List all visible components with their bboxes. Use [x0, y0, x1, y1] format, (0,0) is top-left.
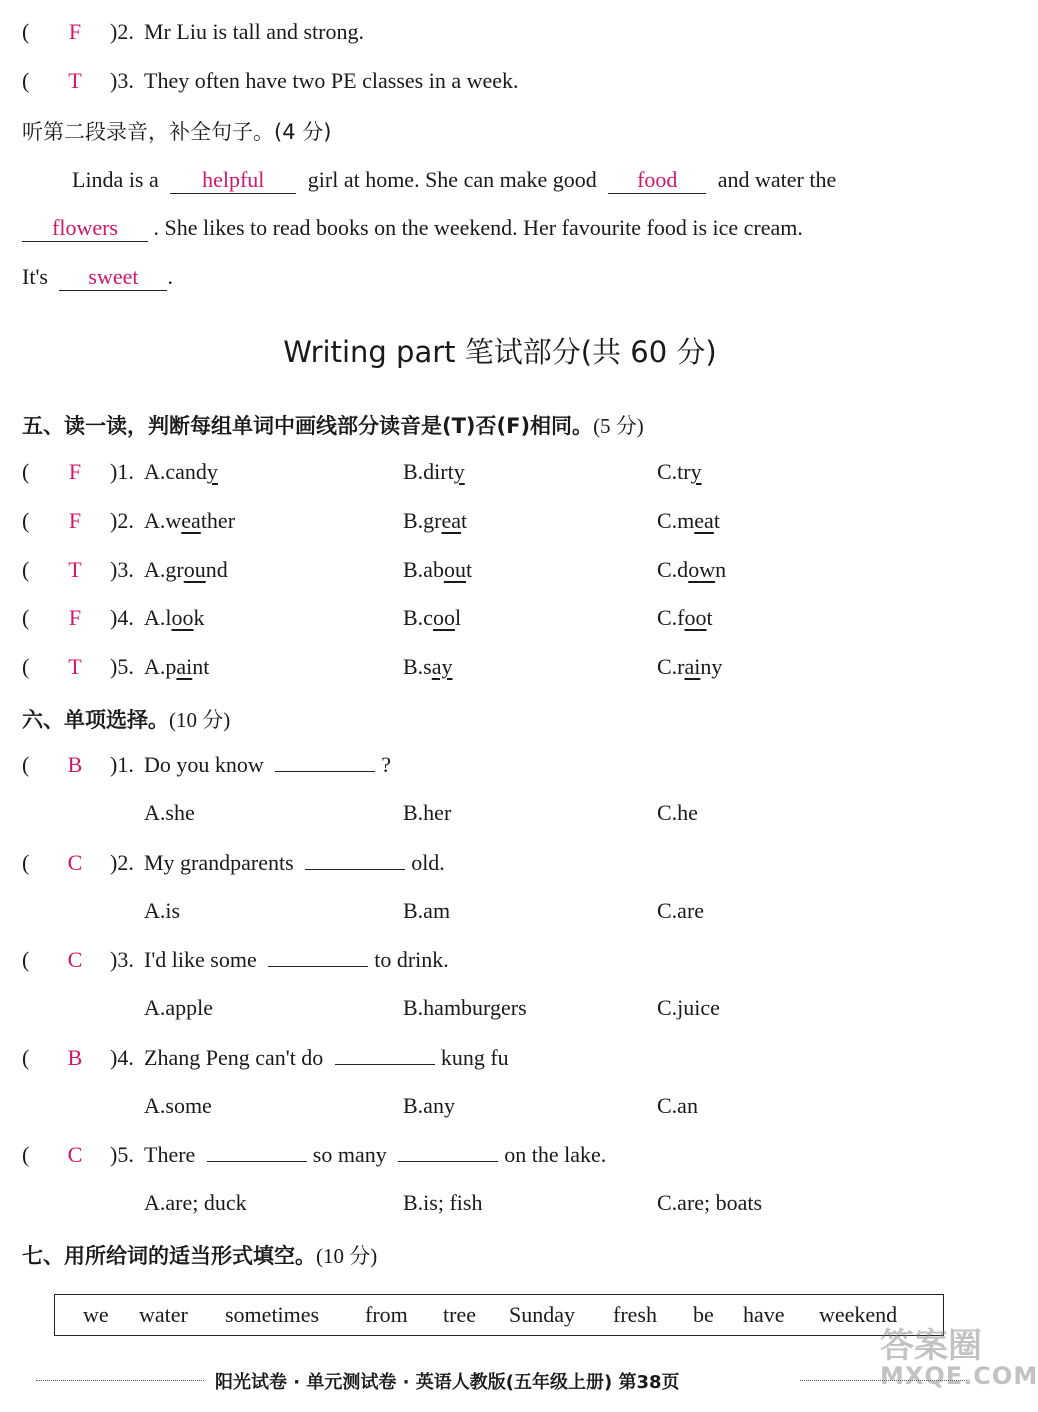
- question-number: )5.: [110, 654, 134, 679]
- question-stem: I'd like some: [144, 947, 257, 972]
- option-b: [403, 600, 461, 636]
- word-part: t: [706, 605, 713, 630]
- word-part: nt: [192, 654, 210, 679]
- section-title: 五、读一读，判断每组单词中画线部分读音是(T)否(F)相同。: [22, 414, 594, 438]
- option-b: B.is; fish: [403, 1190, 483, 1215]
- word-part: k: [193, 605, 205, 630]
- answer-mark: F: [68, 605, 82, 630]
- underlined-letters: ow: [688, 557, 716, 582]
- answer-mark: T: [68, 68, 82, 93]
- open-paren: (: [22, 459, 30, 484]
- word-part: t: [713, 508, 720, 533]
- option-a: A.some: [144, 1093, 212, 1118]
- underlined-letters: ou: [183, 557, 206, 582]
- option-a: A.she: [144, 800, 195, 825]
- option-c: [657, 649, 722, 685]
- underlined-letters: ea: [441, 508, 462, 533]
- underlined-letters: y: [206, 459, 218, 484]
- word-part: C.f: [657, 605, 685, 630]
- option-c: C.are: [657, 898, 705, 923]
- word-part: l: [454, 605, 462, 630]
- answer-mark: B: [67, 1045, 83, 1070]
- option-b: B.am: [403, 898, 451, 923]
- open-paren: (: [22, 850, 30, 875]
- option-c: [657, 552, 726, 588]
- question-number: )1.: [110, 752, 134, 777]
- answer-mark: C: [67, 1142, 83, 1167]
- open-paren: (: [22, 605, 30, 630]
- word-bank-box: [54, 1294, 944, 1336]
- answer-mark: T: [68, 557, 82, 582]
- question-number: )2.: [110, 508, 134, 533]
- word-part: A.p: [144, 654, 177, 679]
- question-number: )4.: [110, 1045, 134, 1070]
- option-b: [403, 552, 472, 588]
- underlined-letters: ai: [176, 654, 193, 679]
- word-part: t: [465, 557, 473, 582]
- word-part: C.d: [657, 557, 689, 582]
- option-b: B.any: [403, 1093, 455, 1118]
- question-stem: old.: [411, 850, 445, 875]
- underlined-letters: y: [453, 459, 465, 484]
- section-title: 六、单项选择。: [22, 708, 169, 732]
- underlined-letters: ay: [431, 654, 453, 679]
- answer-blank: [207, 1137, 307, 1162]
- para-text: . She likes to read books on the weekend. Her favourite food is ice cream.: [153, 215, 803, 240]
- question-text: [144, 1040, 509, 1076]
- answer-mark: F: [68, 508, 82, 533]
- word-part: C.m: [657, 508, 695, 533]
- option-a: [144, 552, 228, 588]
- word-part: ther: [200, 508, 236, 533]
- answer-mark: F: [68, 19, 82, 44]
- writing-part-title: Writing part 笔试部分(共 60 分): [283, 335, 717, 369]
- word-bank-item: be: [693, 1302, 714, 1327]
- question-stem: Zhang Peng can't do: [144, 1045, 324, 1070]
- word-part: C.tr: [657, 459, 691, 484]
- open-paren: (: [22, 1142, 30, 1167]
- option-c: [657, 454, 702, 490]
- option-c: [657, 503, 720, 539]
- question-number: )5.: [110, 1142, 134, 1167]
- answer-mark: T: [68, 654, 82, 679]
- answer-mark: F: [68, 459, 82, 484]
- question-number: )3.: [110, 557, 134, 582]
- section-points: (5 分): [593, 414, 644, 438]
- word-part: C.r: [657, 654, 685, 679]
- word-bank-item: we: [83, 1302, 109, 1327]
- word-bank-item: weekend: [819, 1302, 898, 1327]
- word-bank-item: fresh: [613, 1302, 657, 1327]
- paragraph-line-3: [22, 259, 173, 295]
- para-text: and water the: [717, 167, 837, 192]
- underlined-letters: oo: [432, 605, 455, 630]
- option-b: [403, 649, 453, 685]
- word-bank-item: from: [365, 1302, 408, 1327]
- question-stem: Do you know: [144, 752, 264, 777]
- word-bank-item: have: [743, 1302, 785, 1327]
- question-text: [144, 845, 445, 881]
- open-paren: (: [22, 947, 30, 972]
- section5-heading: [22, 410, 644, 440]
- answer-blank: [268, 942, 368, 967]
- option-a: [144, 600, 205, 636]
- question-text: They often have two PE classes in a week.: [144, 68, 519, 93]
- answer-mark: C: [67, 947, 83, 972]
- word-bank-item: Sunday: [509, 1302, 575, 1327]
- option-b: [403, 454, 465, 490]
- option-b: [403, 503, 467, 539]
- option-a: A.are; duck: [144, 1190, 247, 1215]
- watermark-text: MXQE.COM: [880, 1362, 1038, 1390]
- open-paren: (: [22, 752, 30, 777]
- question-number: )4.: [110, 605, 134, 630]
- para-text: It's: [22, 264, 48, 289]
- question-text: [144, 747, 391, 783]
- underlined-letters: ea: [694, 508, 714, 533]
- question-stem: to drink.: [374, 947, 449, 972]
- answer-blank: [275, 747, 375, 772]
- part2-heading: 听第二段录音，补全句子。(4 分): [22, 120, 332, 144]
- section-title: 七、用所给词的适当形式填空。: [22, 1244, 316, 1268]
- section-points: (10 分): [316, 1244, 378, 1268]
- word-part: t: [461, 508, 468, 533]
- option-a: [144, 649, 209, 685]
- word-bank-item: tree: [443, 1302, 476, 1327]
- option-a: A.apple: [144, 995, 214, 1020]
- underlined-letters: oo: [171, 605, 194, 630]
- section7-heading: [22, 1240, 377, 1270]
- question-stem: so many: [312, 1142, 387, 1167]
- answer-mark: C: [67, 850, 83, 875]
- question-number: )2.: [110, 850, 134, 875]
- section6-heading: [22, 704, 230, 734]
- underlined-letters: y: [690, 459, 702, 484]
- underlined-letters: ou: [443, 557, 466, 582]
- underlined-letters: ea: [181, 508, 201, 533]
- fill-blank-answer: helpful: [170, 167, 296, 194]
- page-footer: [0, 1366, 1000, 1396]
- question-number: )2.: [110, 19, 134, 44]
- paragraph-line-1: [72, 162, 836, 198]
- option-a: A.is: [144, 898, 181, 923]
- word-part: nd: [205, 557, 228, 582]
- word-part: A.gr: [144, 557, 184, 582]
- open-paren: (: [22, 1045, 30, 1070]
- option-c: [657, 600, 713, 636]
- question-text: [144, 942, 449, 978]
- question-stem: ?: [381, 752, 392, 777]
- answer-blank: [305, 845, 405, 870]
- open-paren: (: [22, 557, 30, 582]
- word-part: ny: [700, 654, 723, 679]
- question-text: Mr Liu is tall and strong.: [144, 19, 364, 44]
- open-paren: (: [22, 68, 30, 93]
- question-number: )3.: [110, 68, 134, 93]
- word-part: A.cand: [144, 459, 207, 484]
- open-paren: (: [22, 508, 30, 533]
- underlined-letters: ai: [684, 654, 701, 679]
- answer-mark: B: [67, 752, 83, 777]
- word-part: B.dirt: [403, 459, 454, 484]
- para-text: .: [167, 264, 173, 289]
- option-a: [144, 454, 218, 490]
- answer-blank: [398, 1137, 498, 1162]
- option-a: [144, 503, 235, 539]
- underlined-letters: oo: [684, 605, 707, 630]
- paragraph-line-2: [22, 210, 803, 246]
- fill-blank-answer: sweet: [59, 264, 167, 291]
- option-c: C.he: [657, 800, 698, 825]
- question-number: )1.: [110, 459, 134, 484]
- section-points: (10 分): [169, 708, 231, 732]
- footer-divider: [36, 1380, 204, 1381]
- question-stem: kung fu: [440, 1045, 509, 1070]
- fill-blank-answer: food: [608, 167, 706, 194]
- option-c: C.are; boats: [657, 1190, 763, 1215]
- word-part: B.c: [403, 605, 433, 630]
- word-part: A.w: [144, 508, 182, 533]
- open-paren: (: [22, 19, 30, 44]
- watermark-text: 答案圈: [880, 1326, 982, 1366]
- word-part: n: [715, 557, 727, 582]
- option-b: B.her: [403, 800, 452, 825]
- question-text: [144, 1137, 606, 1173]
- footer-text: 阳光试卷 · 单元测试卷 · 英语人教版(五年级上册) 第38页: [215, 1372, 680, 1393]
- word-part: B.ab: [403, 557, 444, 582]
- option-b: B.hamburgers: [403, 995, 527, 1020]
- option-c: C.juice: [657, 995, 720, 1020]
- para-text: girl at home. She can make good: [307, 167, 597, 192]
- option-c: C.an: [657, 1093, 698, 1118]
- word-part: B.s: [403, 654, 432, 679]
- word-bank-item: sometimes: [225, 1302, 320, 1327]
- word-part: B.gr: [403, 508, 442, 533]
- question-stem: on the lake.: [504, 1142, 607, 1167]
- word-part: A.l: [144, 605, 172, 630]
- answer-blank: [335, 1040, 435, 1065]
- para-text: Linda is a: [72, 167, 159, 192]
- word-bank-item: water: [139, 1302, 188, 1327]
- question-number: )3.: [110, 947, 134, 972]
- question-stem: There: [144, 1142, 196, 1167]
- open-paren: (: [22, 654, 30, 679]
- fill-blank-answer: flowers: [22, 215, 148, 242]
- question-stem: My grandparents: [144, 850, 294, 875]
- watermark-logo: [880, 1318, 1038, 1398]
